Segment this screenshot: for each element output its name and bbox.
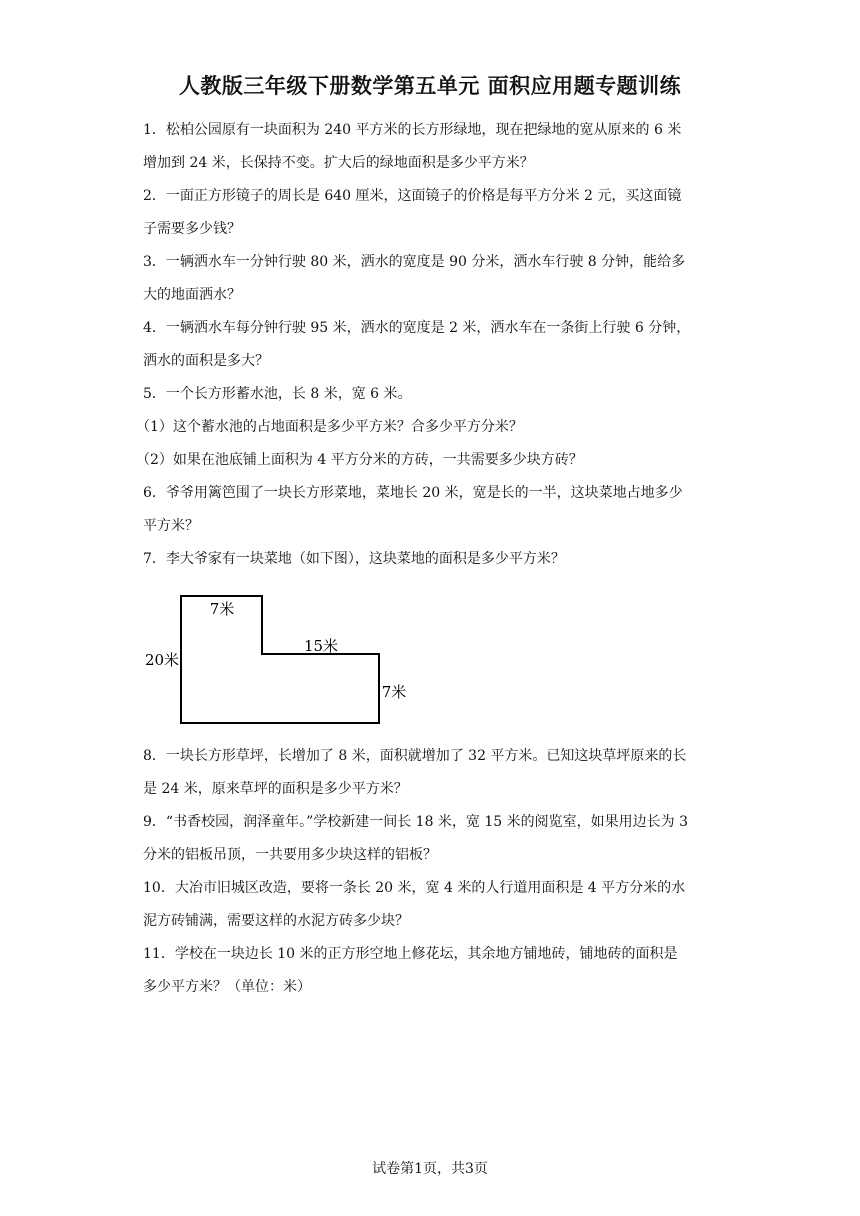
problem-1 [143,114,723,180]
label-left-height: 20米 [144,651,180,669]
problem-line: 6．爷爷用篱笆围了一块长方形菜地，菜地长 20 米，宽是长的一半，这块菜地占地多少 [143,485,683,501]
problem-line: 多少平方米？（单位：米） [143,979,311,995]
problem-line: 3．一辆洒水车一分钟行驶 80 米，洒水的宽度是 90 分米，洒水车行驶 8 分钟，能给多 [143,254,686,270]
problem-line: 11．学校在一块边长 10 米的正方形空地上修花坛，其余地方铺地砖，铺地砖的面积是 [143,946,678,962]
vegetable-plot-figure [143,588,443,735]
problem-line: 7．李大爷家有一块菜地（如下图），这块菜地的面积是多少平方米？ [143,551,565,567]
problem-line: 分米的铝板吊顶，一共要用多少块这样的铝板？ [143,847,437,863]
problem-line: 增加到 24 米，长保持不变。扩大后的绿地面积是多少平方米？ [143,155,534,171]
problem-list [136,114,723,1004]
problem-line: 子需要多少钱？ [143,221,241,237]
problem-line: 4．一辆洒水车每分钟行驶 95 米，洒水的宽度是 2 米，洒水车在一条街上行驶 6 分钟， [143,320,691,336]
page-footer: 试卷第1页，共3页 [372,1161,488,1177]
l-shape-diagram [143,588,443,735]
problem-3 [143,246,723,312]
label-top-width: 7米 [209,600,235,618]
problem-8 [143,740,723,806]
problem-line: 8．一块长方形草坪，长增加了 8 米，面积就增加了 32 平方米。已知这块草坪原来的长 [143,748,687,764]
problem-line: 是 24 米，原来草坪的面积是多少平方米？ [143,781,408,797]
problem-line: 大的地面洒水？ [143,287,241,303]
problem-11 [143,938,723,1004]
problem-line: 10．大冶市旧城区改造，要将一条长 20 米，宽 4 米的人行道用面积是 4 平方分米的水 [143,880,686,896]
label-middle-length: 15米 [303,637,339,655]
problem-line: 2．一面正方形镜子的周长是 640 厘米，这面镜子的价格是每平方分米 2 元，买这面镜 [143,188,682,204]
problem-6 [143,477,723,543]
page-title: 人教版三年级下册数学第五单元 面积应用题专题训练 [178,73,682,98]
problem-5 [136,378,723,477]
problem-10 [143,872,723,938]
problem-9 [143,806,723,872]
sub-question-2: （2）如果在池底铺上面积为 4 平方分米的方砖，一共需要多少块方砖？ [136,452,583,468]
problem-line: 平方米？ [143,518,199,534]
problem-line: 9．“书香校园，润泽童年。”学校新建一间长 18 米，宽 15 米的阅览室，如果用边长为 3 [143,814,689,830]
problem-line: 泥方砖铺满，需要这样的水泥方砖多少块？ [143,913,409,929]
problem-line: 洒水的面积是多大？ [143,353,269,369]
sub-question-1: （1）这个蓄水池的占地面积是多少平方米？合多少平方分米？ [136,419,523,435]
problem-line: 5．一个长方形蓄水池，长 8 米，宽 6 米。 [143,386,412,402]
problem-line: 1．松柏公园原有一块面积为 240 平方米的长方形绿地，现在把绿地的宽从原来的 6 米 [143,122,682,138]
problem-4 [143,312,723,378]
label-right-height: 7米 [381,683,407,701]
problem-7 [143,543,723,735]
problem-2 [143,180,723,246]
